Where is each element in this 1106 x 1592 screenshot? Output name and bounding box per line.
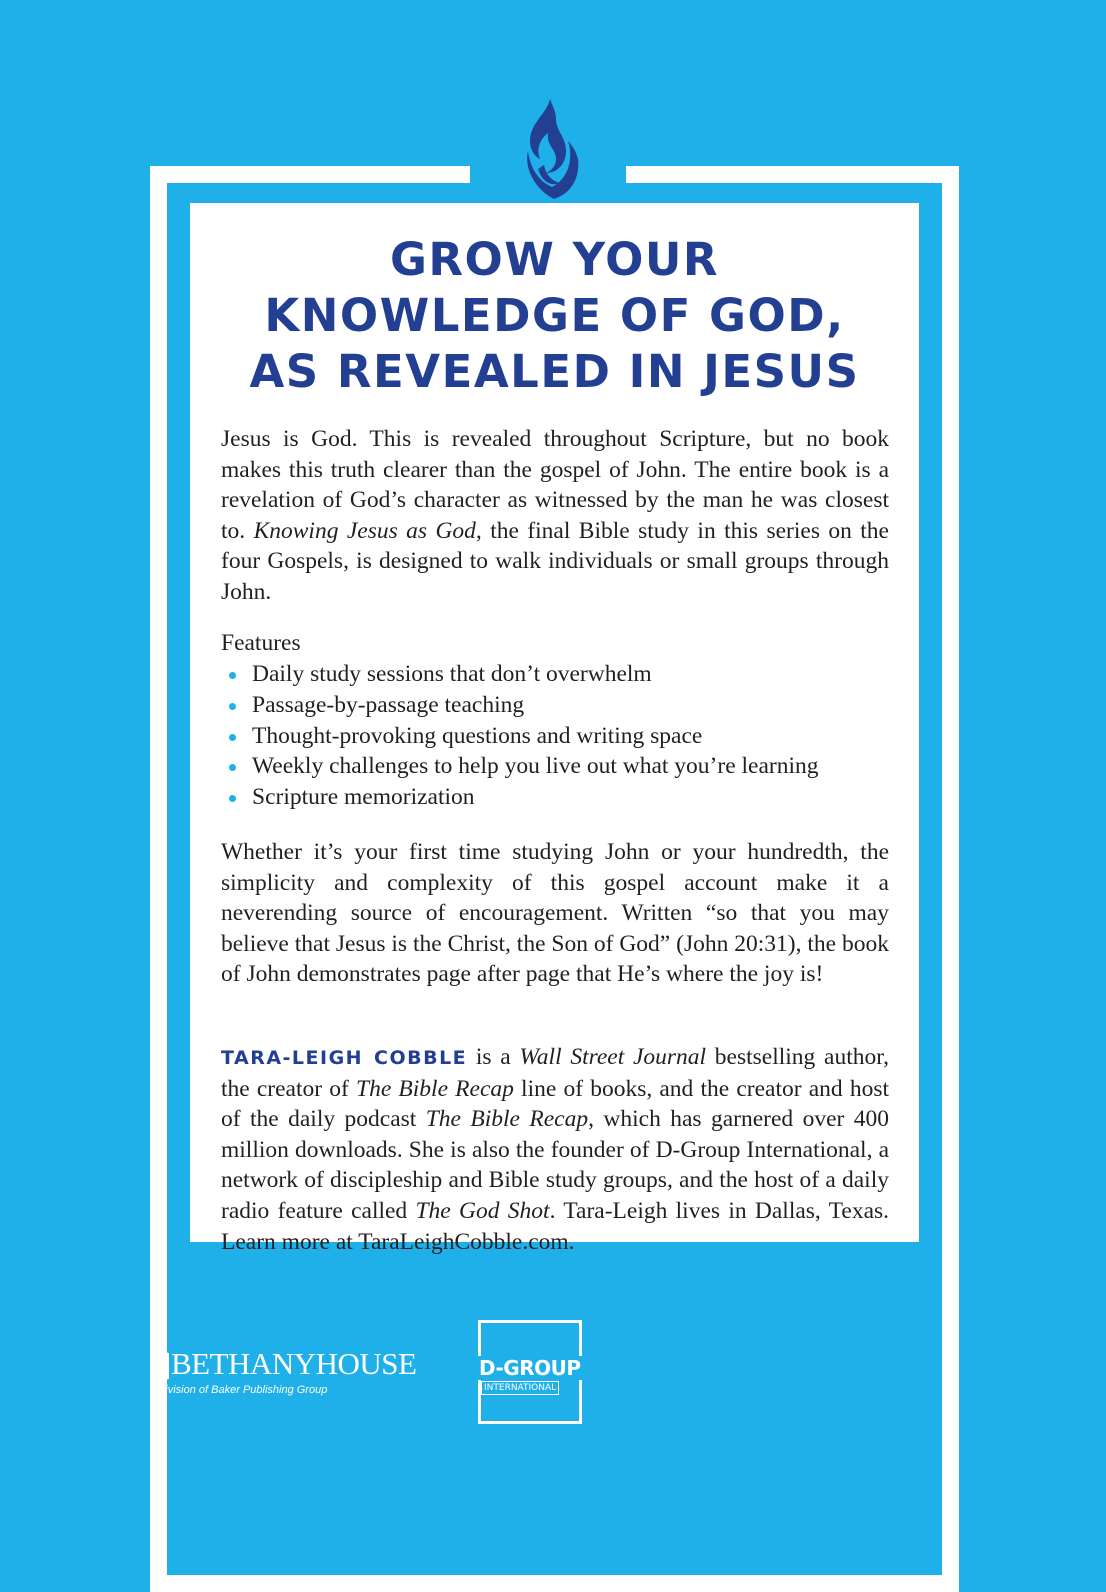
headline (190, 232, 919, 400)
publisher-name: BETHANYHOUSE (171, 1346, 417, 1381)
d-group-logo (478, 1320, 582, 1424)
feature-item (229, 659, 889, 690)
feature-item (229, 690, 889, 721)
bullet-icon (229, 734, 236, 741)
bullet-icon (229, 795, 236, 802)
bio-text: . Tara-Leigh lives in Dallas, Texas. Learn more at TaraLeighCobble.com. (221, 1197, 890, 1255)
bio-italic: The God Shot (415, 1197, 550, 1224)
features-list (229, 659, 889, 813)
d-group-subtitle: INTERNATIONAL (481, 1381, 559, 1395)
intro-text: Jesus is God. This is revealed throughout Scripture, but no book makes this truth clearer than the gospel of John. The entire book is a revelation of God’s character as witnessed by the man he was closest to. (221, 426, 889, 544)
bio-italic: The Bible Recap (425, 1106, 589, 1133)
publisher-subtitle: a division of Baker Publishing Group (150, 1384, 328, 1396)
headline-line: KNOWLEDGE OF GOD, (264, 289, 845, 342)
features-heading: Features (221, 630, 301, 656)
book-title: Knowing Jesus as God (253, 517, 476, 544)
feature-text: Daily study sessions that don’t overwhelm (252, 661, 652, 687)
bethany-house-logo (149, 1344, 439, 1404)
author-name: TARA-LEIGH COBBLE (221, 1047, 468, 1069)
headline-line: AS REVEALED IN JESUS (249, 345, 860, 398)
bio-text: , which has garnered over 400 million downloads. She is also the founder of D-Group International, a network of discipleship and Bible study groups, and the host of a daily radio feature called (221, 1106, 889, 1224)
feature-item (229, 721, 889, 752)
bio-text: bestselling author, the creator of (221, 1044, 889, 1102)
feature-text: Passage-by-passage teaching (252, 691, 525, 718)
headline-line: GROW YOUR (389, 233, 720, 286)
bio-italic: Wall Street Journal (519, 1044, 707, 1070)
bullet-icon (229, 703, 236, 710)
bio-italic: The Bible Recap (356, 1075, 514, 1102)
flame-icon (516, 97, 584, 201)
d-group-name: D-GROUP (479, 1356, 581, 1380)
feature-item (229, 751, 889, 782)
house-icon (149, 1348, 171, 1382)
intro-paragraph (221, 424, 889, 608)
feature-text: Scripture memorization (252, 784, 475, 811)
bio-text: line of books, and the creator and host of the daily podcast (221, 1075, 889, 1133)
bio-text: is a (467, 1044, 520, 1070)
bullet-icon (229, 672, 236, 679)
outro-paragraph: Whether it’s your first time studying John or your hundredth, the simplicity and complexity of this gospel account make it a neverending source of encouragement. Written “so that you may believe that Jesus is the Christ, the Son of God” (John 20:31), the book of John demonstrates page after page that He’s where the joy is! (221, 839, 889, 988)
bullet-icon (229, 764, 236, 771)
feature-text: Weekly challenges to help you live out what you’re learning (252, 753, 819, 780)
feature-item (229, 782, 889, 813)
feature-text: Thought-provoking questions and writing space (252, 722, 703, 749)
intro-text-end: , the final Bible study in this series on the four Gospels, is designed to walk individuals or small groups through John. (221, 517, 889, 605)
author-bio (221, 1042, 889, 1257)
